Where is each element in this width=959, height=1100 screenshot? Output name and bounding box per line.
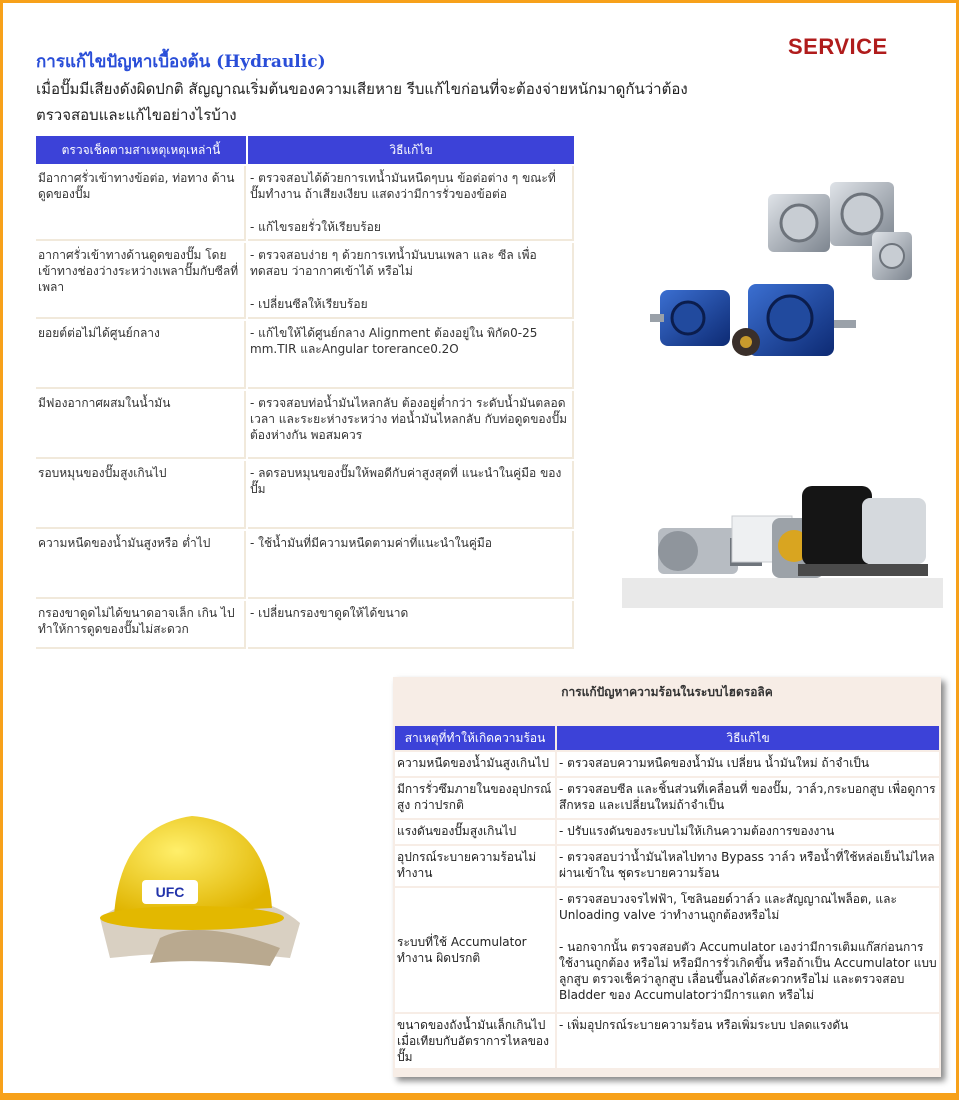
cause-cell: อากาศรั่วเข้าทางด้านดูดของปั๊ม โดยเข้าทางช่องว่างระหว่างเพลาปั๊มกับซีลที่เพลา — [36, 243, 246, 319]
column-header-fix: วิธีแก้ไข — [248, 136, 574, 164]
column-header-cause: สาเหตุที่ทำให้เกิดความร้อน — [395, 726, 555, 750]
cause-cell: มีการรั่วซึมภายในของอุปกรณ์สูง กว่าปรกติ — [395, 778, 555, 818]
table-row — [395, 820, 939, 844]
vane-pumps-photo — [650, 172, 920, 372]
cause-cell: ยอยต์ต่อไม่ได้ศูนย์กลาง — [36, 321, 246, 389]
fix-cell: - ใช้น้ำมันที่มีความหนืดตามค่าที่แนะนำในคู่มือ — [248, 531, 574, 599]
fix-text: - ตรวจสอบได้ด้วยการเทน้ำมันหนืดๆบน ข้อต่อต่าง ๆ ขณะที่ปั๊มทำงาน ถ้าเสียงเงียบ แสดงว่ามีการรั่วของข้อต่อ — [250, 171, 556, 201]
fix-text: - นอกจากนั้น ตรวจสอบตัว Accumulator เองว่ามีการเติมแก๊สก่อนการใช้งานถูกต้อง หรือไม่ หรือมีการรั่วเกิดขึ้น หรือถ้าเป็น Accumulator แบบลูกสูบ ตรวจเช็คว่าลูกสูบ เลื่อนขึ้นลงได้สะดวกหรือไม่ และตรวจสอบ Bladder ของ Accumulatorว่ามีการแตก หรือไม่ — [559, 940, 937, 1002]
fix-cell: - ลดรอบหมุนของปั๊มให้พอดีกับค่าสูงสุดที่ แนะนำในคู่มือ ของปั๊ม — [248, 461, 574, 529]
fix-text: - ตรวจสอบวงจรไฟฟ้า, โซลินอยด์วาล์ว และสัญญาณไพล็อต, และ Unloading valve ว่าทำงานถูกต้องหรือไม่ — [559, 892, 897, 922]
table-row — [395, 846, 939, 886]
page-title: การแก้ไขปัญหาเบื้องต้น (Hydraulic) — [36, 52, 326, 72]
fix-cell: - ตรวจสอบซีล และชิ้นส่วนที่เคลื่อนที่ ของปั๊ม, วาล์ว,กระบอกสูบ เพื่อดูการสึกหรอ และเปลี่ยนใหม่ถ้าจำเป็น — [557, 778, 939, 818]
fix-cell: - เพิ่มอุปกรณ์ระบายความร้อน หรือเพิ่มระบบ ปลดแรงดัน — [557, 1014, 939, 1068]
cause-cell: อุปกรณ์ระบายความร้อนไม่ทำงาน — [395, 846, 555, 886]
fix-cell: - ตรวจสอบความหนืดของน้ำมัน เปลี่ยน น้ำมันใหม่ ถ้าจำเป็น — [557, 752, 939, 776]
cause-cell: มีฟองอากาศผสมในน้ำมัน — [36, 391, 246, 459]
table-row — [36, 243, 574, 319]
fix-text: - ตรวจสอบง่าย ๆ ด้วยการเทน้ำมันบนเพลา และ ซีล เพื่อทดสอบ ว่าอากาศเข้าได้ หรือไม่ — [250, 248, 537, 278]
fix-text: - เปลี่ยนซีลให้เรียบร้อย — [250, 297, 368, 311]
fix-cell: - แก้ไขให้ได้ศูนย์กลาง Alignment ต้องอยู่ใน พิกัด0-25 mm.TIR และAngular torerance0.2O — [248, 321, 574, 389]
table-row — [36, 391, 574, 459]
table-row — [36, 531, 574, 599]
table-row — [395, 888, 939, 1012]
cause-cell: ระบบที่ใช้ Accumulator ทำงาน ผิดปรกติ — [395, 888, 555, 1012]
table-row — [395, 1014, 939, 1068]
fix-cell: - เปลี่ยนกรองขาดูดให้ได้ขนาด — [248, 601, 574, 649]
fix-cell: - ตรวจสอบท่อน้ำมันไหลกลับ ต้องอยู่ต่ำกว่า ระดับน้ำมันตลอดเวลา และระยะห่างระหว่าง ท่อน้ำมันไหลกลับ กับท่อดูดของปั๊มต้องห่างกัน พอสมควร — [248, 391, 574, 459]
fix-cell — [557, 888, 939, 1012]
column-header-cause: ตรวจเช็คตามสาเหตุเหตุเหล่านี้ — [36, 136, 246, 164]
table-row — [36, 166, 574, 241]
table-row — [36, 601, 574, 649]
cause-cell: ความหนืดของน้ำมันสูงหรือ ต่ำไป — [36, 531, 246, 599]
cause-cell: แรงดันของปั๊มสูงเกินไป — [395, 820, 555, 844]
power-units-photo — [622, 428, 943, 608]
bottom-border — [0, 1093, 959, 1100]
fix-text: - แก้ไขรอยรั่วให้เรียบร้อย — [250, 220, 381, 234]
cause-cell: มีอากาศรั่วเข้าทางข้อต่อ, ท่อทาง ด้านดูดของปั๊ม — [36, 166, 246, 241]
fix-cell: - ปรับแรงดันของระบบไม่ให้เกินความต้องการของงาน — [557, 820, 939, 844]
cause-cell: ความหนืดของน้ำมันสูงเกินไป — [395, 752, 555, 776]
fix-cell: - ตรวจสอบว่าน้ำมันไหลไปทาง Bypass วาล์ว หรือน้ำที่ใช้หล่อเย็นไม่ไหลผ่านเข้าใน ชุดระบายความร้อน — [557, 846, 939, 886]
heat-troubleshoot-table — [393, 724, 941, 1070]
fix-cell — [248, 243, 574, 319]
table-row — [36, 461, 574, 529]
safety-helmet-photo — [80, 798, 310, 968]
table-row — [36, 321, 574, 389]
table-row — [395, 752, 939, 776]
helmet-logo: UFC — [155, 884, 185, 900]
intro-text: เมื่อปั๊มมีเสียงดังผิดปกติ สัญญาณเริ่มต้นของความเสียหาย รีบแก้ไขก่อนที่จะต้องจ่ายหนักมาดูกันว่าต้องตรวจสอบและแก้ไขอย่างไรบ้าง — [36, 80, 688, 124]
column-header-fix: วิธีแก้ไข — [557, 726, 939, 750]
hydraulic-troubleshoot-table — [34, 134, 576, 651]
cause-cell: ขนาดของถังน้ำมันเล็กเกินไปเมื่อเทียบกับอัตราการไหลของปั๊ม — [395, 1014, 555, 1068]
service-heading: SERVICE — [788, 34, 888, 59]
cause-cell: กรองขาดูดไม่ได้ขนาดอาจเล็ก เกิน ไปทำให้การดูดของปั๊มไม่สะดวก — [36, 601, 246, 649]
fix-cell — [248, 166, 574, 241]
cause-cell: รอบหมุนของปั๊มสูงเกินไป — [36, 461, 246, 529]
heat-table-caption: การแก้ปัญหาความร้อนในระบบไฮดรอลิค — [561, 685, 773, 699]
table-row — [395, 778, 939, 818]
